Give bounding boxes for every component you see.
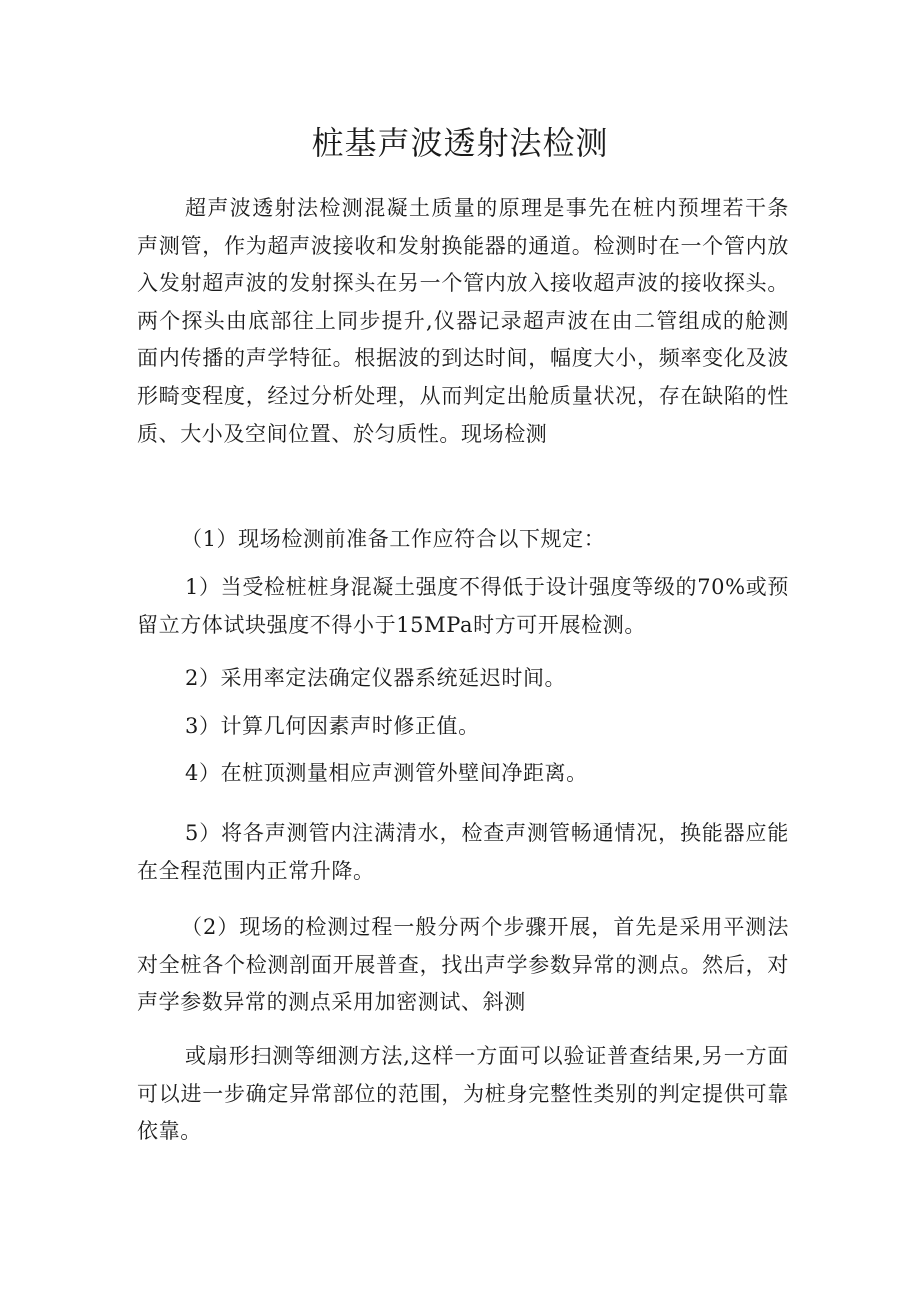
paragraph-item-3: 3）计算几何因素声时修正值。 [185, 714, 480, 738]
document-title: 桩基声波透射法检测 [311, 124, 609, 162]
paragraph-procedure-continued: 或扇形扫测等细测方法,这样一方面可以验证普查结果,另一方面可以进一步确定异常部位的范围，为桩身完整性类别的判定提供可靠依靠。 [137, 1044, 789, 1144]
paragraph-item-1: 1）当受检桩桩身混凝土强度不得低于设计强度等级的70%或预留立方体试块强度不得小于15MPa时方可开展检测。 [137, 575, 789, 637]
paragraph-item-2: 2）采用率定法确定仪器系统延迟时间。 [185, 666, 567, 690]
paragraph-item-5: 5）将各声测管内注满清水，检查声测管畅通情况，换能器应能在全程范围内正常升降。 [137, 821, 789, 883]
paragraph-principle: 超声波透射法检测混凝土质量的原理是事先在桩内预埋若干条声测管，作为超声波接收和发射换能器的通道。检测时在一个管内放入发射超声波的发射探头在另一个管内放入接收超声波的接收探头。两个探头由底部往上同步提升,仪器记录超声波在由二管组成的舱测面内传播的声学特征。根据波的到达时间，幅度大小，频率变化及波形畸变程度，经过分析处理，从而判定出舱质量状况，存在缺陷的性质、大小及空间位置、於匀质性。现场检测 [137, 196, 789, 446]
paragraph-preparation-heading: （1）现场检测前准备工作应符合以下规定： [181, 527, 606, 551]
paragraph-procedure: （2）现场的检测过程一般分两个步骤开展，首先是采用平测法对全桩各个检测剖面开展普查，找出声学参数异常的测点。然后，对声学参数异常的测点采用加密测试、斜测 [137, 915, 789, 1015]
paragraph-item-4: 4）在桩顶测量相应声测管外壁间净距离。 [185, 761, 588, 785]
